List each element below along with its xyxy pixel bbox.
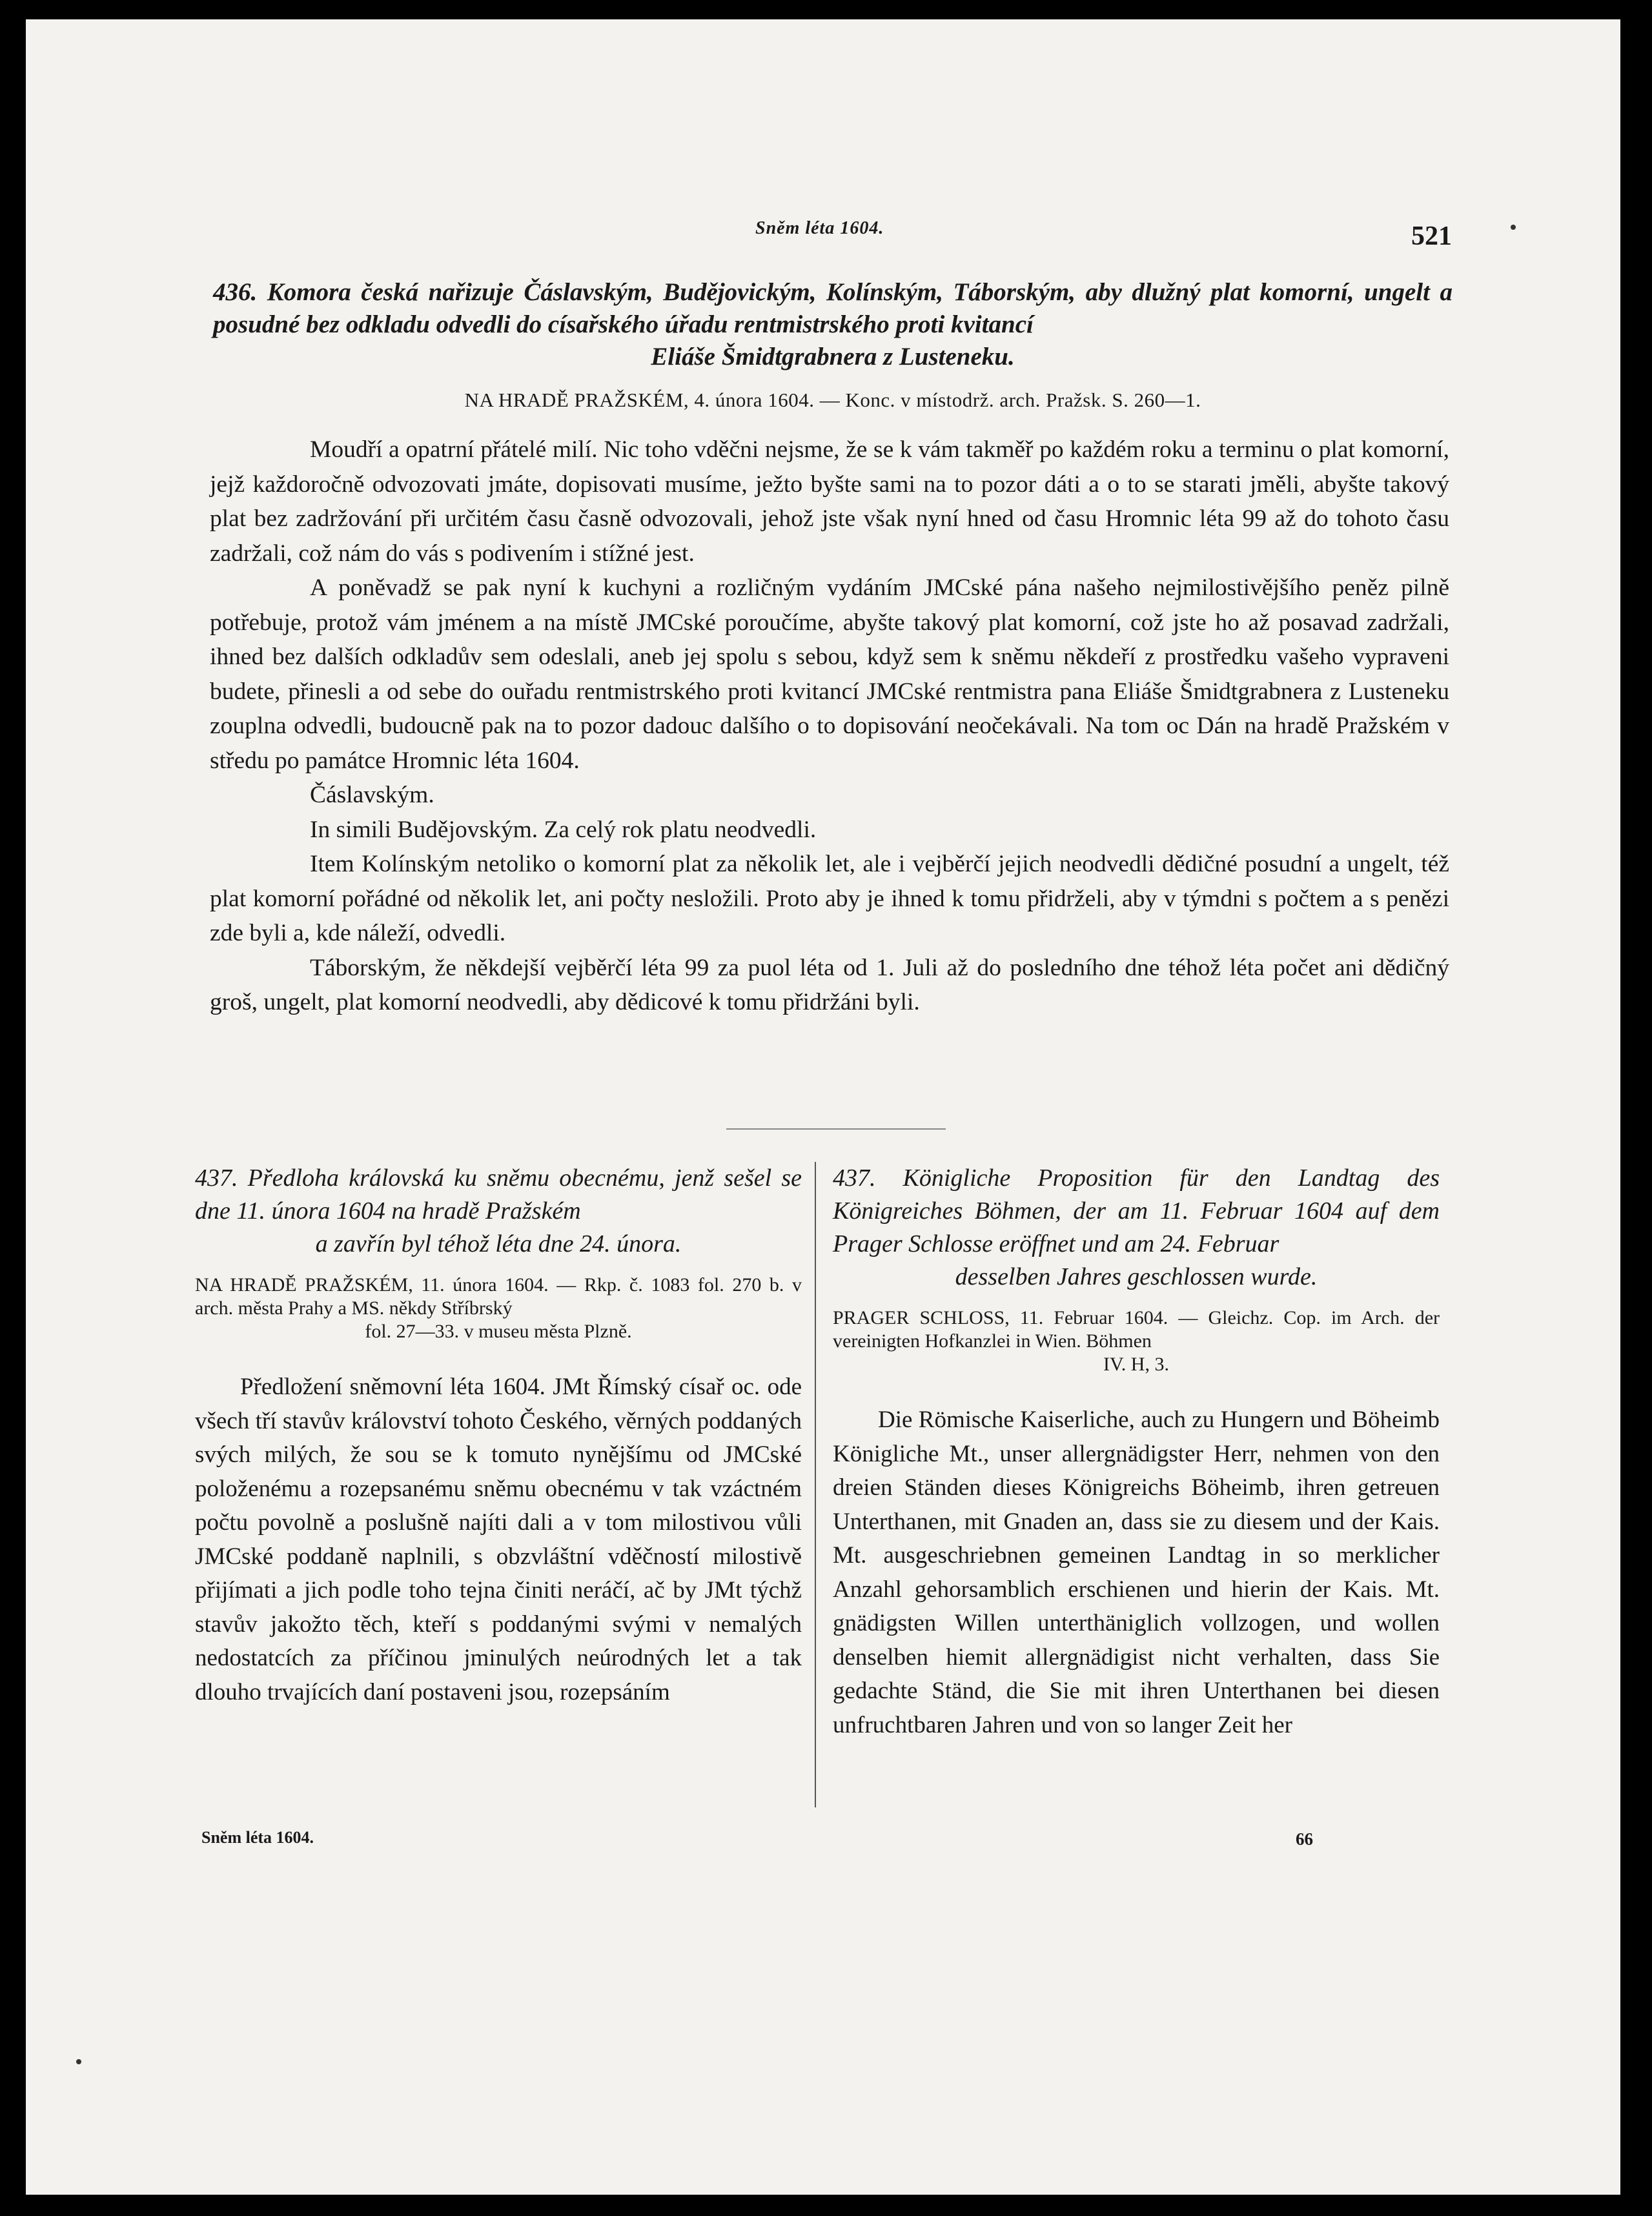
doc436-paragraph: In simili Budějovským. Za celý rok platu neodvedli. [310, 816, 817, 843]
printer-signature: Sněm léta 1604. [201, 1828, 314, 1847]
doc436-paragraph: Čáslavským. [310, 782, 434, 808]
doc437-de-source-main: PRAGER SCHLOSS, 11. Februar 1604. — Gleichz. Cop. im Arch. der vereinigten Hofkanzlei in Wien. Böhmen [833, 1307, 1440, 1352]
doc437-de-column [833, 1162, 1440, 1742]
doc436-paragraph: Táborským, že někdejší vejběrčí léta 99 za puol léta od 1. Juli až do posledního dne téhož léta počet ani dědičný groš, ungelt, plat komorní neodvedli, aby dědicové k tomu přidržáni byli. [210, 954, 1449, 1015]
doc437-cz-source-last: fol. 27—33. v museu města Plzně. [365, 1321, 632, 1342]
doc436-title [213, 276, 1453, 373]
margin-dot [76, 2059, 81, 2064]
running-head: Sněm léta 1604. [755, 218, 884, 238]
doc436-paragraph: Item Kolínským netoliko o komorní plat za několik let, ale i vejběrčí jejich neodvedli dědičné posudní a ungelt, též plat komorní pořádné od několik let, ani počty nesložili. Proto aby je ihned k tomu přidrželi, aby v týmdni s počtem a s penězi zde byli a, kde náleží, odvedli. [210, 851, 1449, 946]
doc437-cz-column [195, 1162, 802, 1709]
doc437-de-title-last: desselben Jahres geschlossen wurde. [955, 1263, 1318, 1290]
doc437-de-title-main: 437. Königliche Proposition für den Landtag des Königreiches Böhmen, der am 11. Februar 1604 auf dem Prager Schlosse eröffnet und am 24. Februar [833, 1164, 1440, 1257]
doc436-paragraph: Moudří a opatrní přátelé milí. Nic toho vděčni nejsme, že se k vám takměř po každém roku a terminu o plat komorní, jejž každoročně odvozovati jmáte, dopisovati musíme, ježto byšte sami na to pozor dáti a o to se starati jměli, abyšte takový plat bez zadržování při určitém času časně odvozovali, jehož jste však nyní hned od času Hromnic léta 99 až do tohoto času zadržali, což nám do vás s podivením i stížné jest. [210, 436, 1449, 567]
doc436-title-last: Eliáše Šmidtgrabnera z Lusteneku. [651, 343, 1015, 371]
doc437-cz-title-last: a zavřín byl téhož léta dne 24. února. [315, 1230, 682, 1257]
doc437-de-body: Die Römische Kaiserliche, auch zu Hungern und Böheimb Königliche Mt., unser allergnädigster Herr, nehmen von den dreien Ständen dieses Königreichs Böheimb, ihren getreuen Unterthanen, mit Gnaden an, dass sie zu diesem und der Kais. Mt. ausgeschriebnen gemeinen Landtag in so merklicher Anzahl gehorsamblich erschienen und hierin der Kais. Mt. gnädigsten Willen unterthäniglich vollzogen, und wollen denselben hiemit allergnädigist nicht verhalten, dass Sie gedachte Ständ, die Sie mit ihren Unterthanen bei diesen unfruchtbaren Jahren und von so langer Zeit her [833, 1407, 1440, 1738]
doc437-cz-title [195, 1162, 802, 1261]
doc436-paragraph: A poněvadž se pak nyní k kuchyni a rozličným vydáním JMCské pána našeho nejmilostivějšího peněz pilně potřebuje, protož vám jménem a na místě JMCské poroučíme, abyšte takový plat komorní, což jste ho až posavad zadržali, ihned bez dalších odkladův sem odeslali, aneb jej spolu s sebou, když sem k sněmu někdeří z prostředku vašeho vypraveni budete, přinesli a od sebe do ouřadu rentmistrského proti kvitancí JMCské rentmistra pana Eliáše Šmidtgrabnera z Lusteneku zouplna odvedli, budoucně pak na to pozor dadouc dalšího o to dopisování neočekávali. Na tom oc Dán na hradě Pražském v středu po památce Hromnic léta 1604. [210, 574, 1449, 774]
doc437-cz-body: Předložení sněmovní léta 1604. JMt Římský císař oc. ode všech tří stavův království tohoto Českého, věrných poddaných svých milých, že sou se k tomuto nynějšímu od JMCské položenému a rozepsanému sněmu obecnému v tak vzáctném počtu povolně a poslušně najíti dali a v tom milostivou vůli JMCské poddaně naplnili, s obzvláštní vděčností milostivě přijímati a jich podle toho tejna činiti neráčí, ač by JMt týchž stavův jakožto těch, kteří s poddanými svými v nemalých nedostatcích za příčinou jminulých neúrodných let a tak dlouho trvajících daní postaveni jsou, rozepsáním [195, 1374, 802, 1705]
doc437-cz-title-main: 437. Předloha královská ku sněmu obecnému, jenž sešel se dne 11. února 1604 na hradě Pražském [195, 1164, 802, 1225]
doc436-source: NA HRADĚ PRAŽSKÉM, 4. února 1604. — Konc. v místodrž. arch. Pražsk. S. 260—1. [464, 389, 1201, 411]
doc437-de-title [833, 1162, 1440, 1294]
page-number: 521 [1411, 221, 1452, 251]
margin-dot [1511, 225, 1516, 230]
doc437-de-source [833, 1306, 1440, 1376]
doc437-cz-source [195, 1274, 802, 1343]
doc436-title-main: 436. Komora česká nařizuje Čáslavským, Budějovickým, Kolínským, Táborským, aby dlužný plat komorní, ungelt a posudné bez odkladu odvedli do císařského úřadu rentmistrského proti kvitancí [213, 278, 1453, 338]
doc437-cz-source-main: NA HRADĚ PRAŽSKÉM, 11. února 1604. — Rkp. č. 1083 fol. 270 b. v arch. města Prahy a MS. někdy Stříbrský [195, 1274, 802, 1319]
column-divider [815, 1162, 816, 1807]
sheet-signature: 66 [1296, 1829, 1313, 1849]
doc437-de-source-last: IV. H, 3. [1103, 1354, 1169, 1375]
page-sheet [26, 19, 1620, 2195]
doc436-body [210, 432, 1449, 1020]
section-separator [726, 1128, 946, 1130]
